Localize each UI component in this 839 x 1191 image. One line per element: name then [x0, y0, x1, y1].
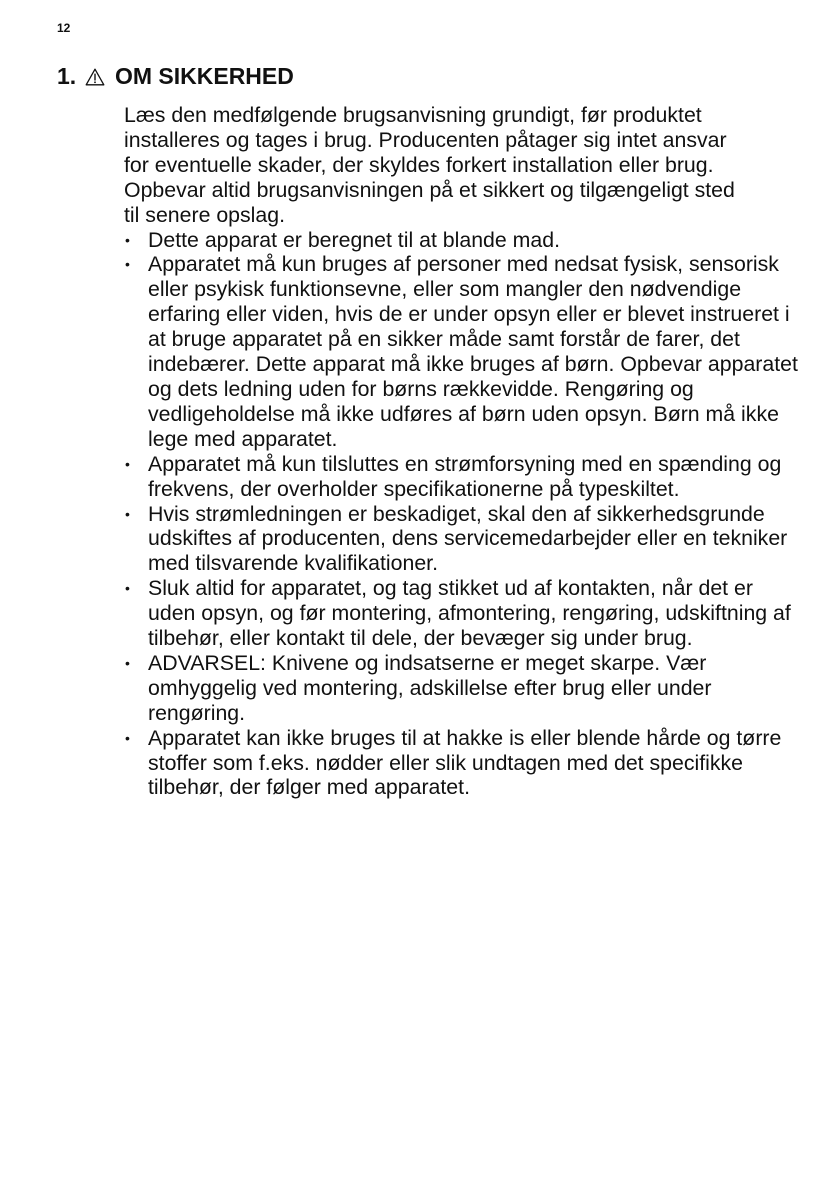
list-item: [124, 576, 804, 651]
list-item-text: ADVARSEL: Knivene og indsatserne er meget skarpe. Vær omhyggelig ved montering, adskillelse efter brug eller under rengøring.: [148, 650, 712, 725]
bullet-icon: •: [125, 654, 130, 671]
safety-bullet-list: [124, 228, 804, 801]
list-item-text: Sluk altid for apparatet, og tag stikket ud af kontakten, når det er uden opsyn, og før montering, afmontering, rengøring, udskiftning af tilbehør, eller kontakt til dele, der bevæger sig under brug.: [148, 576, 791, 651]
section-title: OM SIKKERHED: [114, 63, 294, 89]
list-item: [124, 726, 804, 801]
intro-paragraph: Læs den medfølgende brugsanvisning grundigt, før produktet installeres og tages i brug. Producenten påtager sig intet ansvar for eventuelle skader, der skyldes forkert installation eller brug. Opbevar altid brugsanvisningen på et sikkert og tilgængeligt sted til senere opslag.: [124, 103, 735, 227]
bullet-icon: •: [125, 580, 130, 597]
list-item: [124, 252, 804, 451]
safety-content: [124, 103, 804, 800]
bullet-icon: •: [125, 256, 130, 273]
list-item-text: Apparatet må kun bruges af personer med nedsat fysisk, sensorisk eller psykisk funktionsevne, eller som mangler den nødvendige erfaring eller viden, hvis de er under opsyn eller er blevet instrueret i at bruge apparatet på en sikker måde samt forstår de farer, det indebærer. Dette apparat må ikke bruges af børn. Opbevar apparatet og dets ledning uden for børns rækkevidde. Rengøring og vedligeholdelse må ikke udføres af børn uden opsyn. Børn må ikke lege med apparatet.: [148, 252, 798, 451]
list-item-text: Dette apparat er beregnet til at blande mad.: [148, 227, 561, 252]
section-heading: [57, 60, 294, 94]
warning-triangle-icon: [85, 62, 105, 94]
list-item: [124, 452, 804, 502]
list-item-text: Hvis strømledningen er beskadiget, skal den af sikkerhedsgrunde udskiftes af producenten, dens servicemedarbejder eller en tekniker med tilsvarende kvalifikationer.: [148, 501, 788, 576]
list-item: [124, 502, 804, 577]
bullet-icon: •: [125, 505, 130, 522]
page-number: 12: [57, 21, 71, 35]
list-item-text: Apparatet må kun tilsluttes en strømforsyning med en spænding og frekvens, der overholder specifikationerne på typeskiltet.: [148, 451, 782, 501]
list-item: [124, 228, 804, 253]
bullet-icon: •: [125, 729, 130, 746]
bullet-icon: •: [125, 231, 130, 248]
list-item-text: Apparatet kan ikke bruges til at hakke is eller blende hårde og tørre stoffer som f.eks. nødder eller slik undtagen med det specifikke tilbehør, der følger med apparatet.: [148, 725, 782, 800]
list-item: [124, 651, 804, 726]
section-number: 1.: [57, 63, 77, 89]
bullet-icon: •: [125, 455, 130, 472]
